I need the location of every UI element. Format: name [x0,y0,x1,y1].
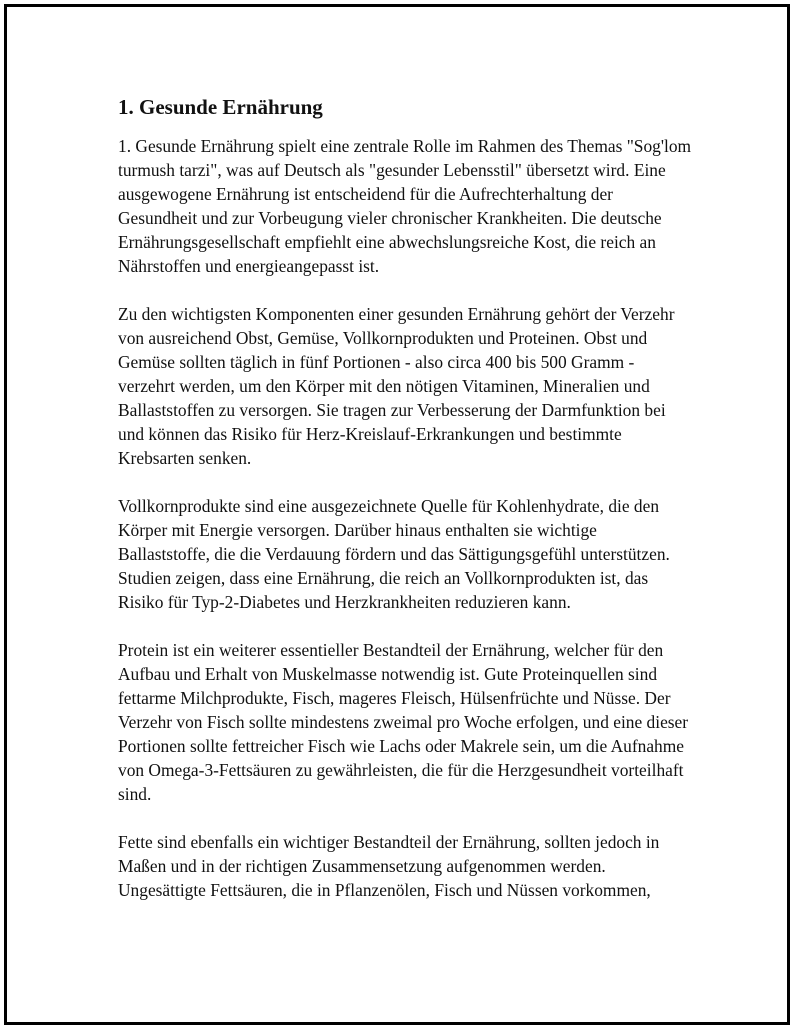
document-body [118,94,693,926]
paragraph: Vollkornprodukte sind eine ausgezeichnete Quelle für Kohlenhydrate, die den Körper mit Energie versorgen. Darüber hinaus enthalten sie wichtige Ballaststoffe, die die Verdauung fördern und das Sättigungsgefühl unterstützen. Studien zeigen, dass eine Ernährung, die reich an Vollkornprodukten ist, das Risiko für Typ-2-Diabetes und Herzkrankheiten reduzieren kann. [118,496,670,612]
paragraph: Zu den wichtigsten Komponenten einer gesunden Ernährung gehört der Verzehr von ausreichend Obst, Gemüse, Vollkornprodukten und Proteinen. Obst und Gemüse sollten täglich in fünf Portionen - also circa 400 bis 500 Gramm - verzehrt werden, um den Körper mit den nötigen Vitaminen, Mineralien und Ballaststoffen zu versorgen. Sie tragen zur Verbesserung der Darmfunktion bei und können das Risiko für Herz-Kreislauf-Erkrankungen und bestimmte Krebsarten senken. [118,304,675,468]
paragraph: Protein ist ein weiterer essentieller Bestandteil der Ernährung, welcher für den Aufbau und Erhalt von Muskelmasse notwendig ist. Gute Proteinquellen sind fettarme Milchprodukte, Fisch, mageres Fleisch, Hülsenfrüchte und Nüsse. Der Verzehr von Fisch sollte mindestens zweimal pro Woche erfolgen, und eine dieser Portionen sollte fettreicher Fisch wie Lachs oder Makrele sein, um die Aufnahme von Omega-3-Fettsäuren zu gewährleisten, die für die Herzgesundheit vorteilhaft sind. [118,640,689,804]
paragraph: Fette sind ebenfalls ein wichtiger Bestandteil der Ernährung, sollten jedoch in Maßen und in der richtigen Zusammensetzung aufgenommen werden. Ungesättigte Fettsäuren, die in Pflanzenölen, Fisch und Nüssen vorkommen, [118,832,660,900]
page-title: 1. Gesunde Ernährung [118,95,323,119]
paragraph: 1. Gesunde Ernährung spielt eine zentrale Rolle im Rahmen des Themas "Sog'lom turmush tarzi", was auf Deutsch als "gesunder Lebensstil" übersetzt wird. Eine ausgewogene Ernährung ist entscheidend für die Aufrechterhaltung der Gesundheit und zur Vorbeugung vieler chronischer Krankheiten. Die deutsche Ernährungsgesellschaft empfiehlt eine abwechslungsreiche Kost, die reich an Nährstoffen und energieangepasst ist. [118,136,692,276]
